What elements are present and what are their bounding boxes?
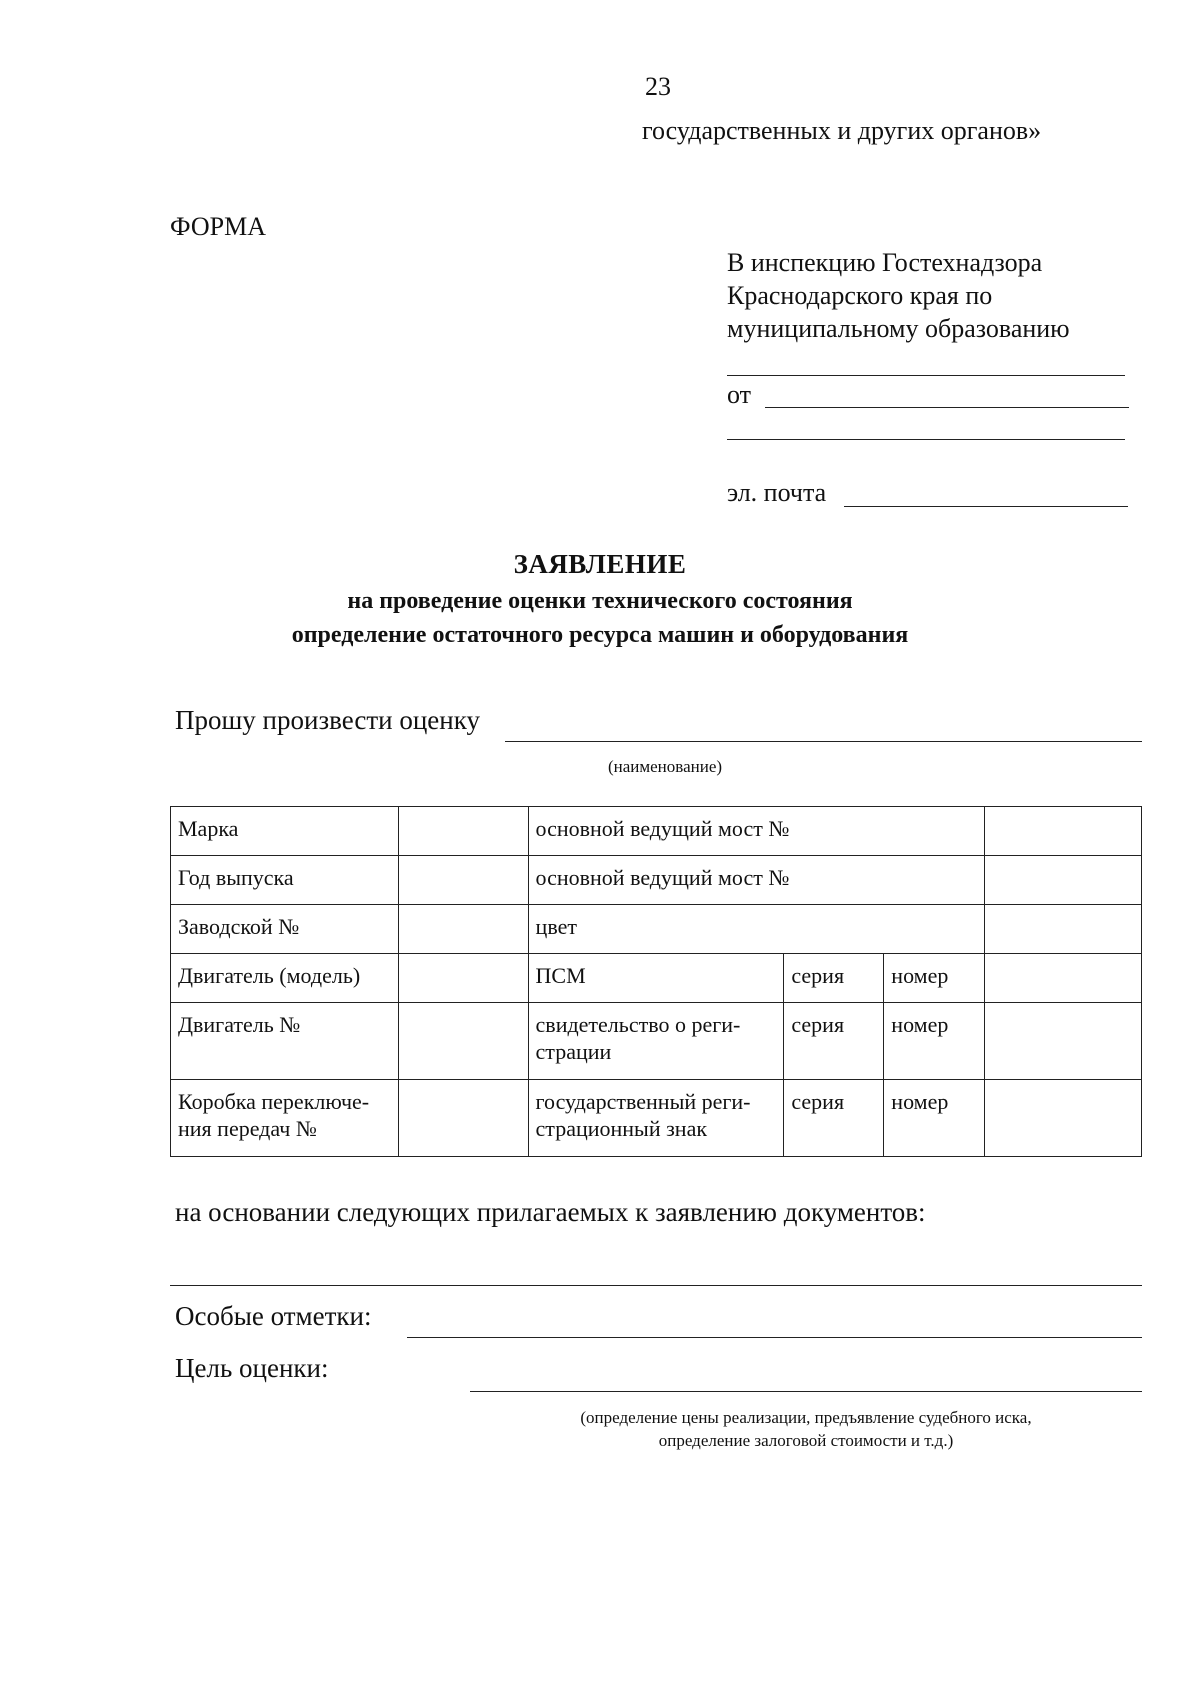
year-value-cell[interactable] (398, 856, 528, 905)
purpose-caption-line-2: определение залоговой стоимости и т.д.) (658, 1431, 954, 1450)
axle-2-label: основной ведущий мост № (528, 856, 985, 905)
reg-certificate-number-label: номер (884, 1003, 985, 1080)
reg-certificate-number-value-cell[interactable] (985, 1003, 1142, 1080)
table-row (171, 1080, 1142, 1157)
email-label: эл. почта (727, 478, 827, 507)
purpose-caption-line-1: (определение цены реализации, предъявление судебного иска, (580, 1408, 1032, 1427)
psm-series-label: серия (784, 954, 884, 1003)
table-row (171, 954, 1142, 1003)
psm-label: ПСМ (528, 954, 784, 1003)
axle-1-value-cell[interactable] (985, 807, 1142, 856)
engine-no-label: Двигатель № (171, 1003, 399, 1080)
brand-label: Марка (171, 807, 399, 856)
header-continuation: государственных и других органов» (642, 116, 1042, 145)
table-row (171, 856, 1142, 905)
municipality-fill-line[interactable] (727, 375, 1125, 376)
factory-no-value-cell[interactable] (398, 905, 528, 954)
addressee-line-1: В инспекцию Гостехнадзора (727, 248, 1043, 277)
email-fill-line[interactable] (844, 506, 1128, 507)
table-row (171, 905, 1142, 954)
year-label: Год выпуска (171, 856, 399, 905)
special-notes-fill-line[interactable] (407, 1337, 1142, 1338)
vehicle-data-table (170, 806, 1142, 1157)
engine-model-label: Двигатель (модель) (171, 954, 399, 1003)
engine-model-value-cell[interactable] (398, 954, 528, 1003)
gearbox-no-label: Коробка переключе-ния передач № (171, 1080, 399, 1157)
purpose-label: Цель оценки: (175, 1353, 329, 1383)
table-row (171, 807, 1142, 856)
reg-certificate-series-label: серия (784, 1003, 884, 1080)
documents-fill-line[interactable] (170, 1285, 1142, 1286)
table-row (171, 1003, 1142, 1080)
request-name-fill-line[interactable] (505, 741, 1142, 742)
addressee-line-2: Краснодарского края по (727, 281, 993, 310)
brand-value-cell[interactable] (398, 807, 528, 856)
reg-plate-label: государственный реги-страционный знак (528, 1080, 784, 1157)
gearbox-no-value-cell[interactable] (398, 1080, 528, 1157)
request-caption: (наименование) (607, 757, 723, 776)
axle-2-value-cell[interactable] (985, 856, 1142, 905)
form-label: ФОРМА (170, 212, 266, 241)
documents-label: на основании следующих прилагаемых к заявлению документов: (175, 1197, 926, 1227)
document-subtitle-line-1: на проведение оценки технического состояния (347, 588, 853, 614)
addressee-line-3: муниципальному образованию (727, 314, 1070, 343)
psm-number-label: номер (884, 954, 985, 1003)
from-fill-line-2[interactable] (727, 439, 1125, 440)
document-title: ЗАЯВЛЕНИЕ (513, 549, 687, 579)
color-label: цвет (528, 905, 985, 954)
reg-plate-number-label: номер (884, 1080, 985, 1157)
axle-1-label: основной ведущий мост № (528, 807, 985, 856)
engine-no-value-cell[interactable] (398, 1003, 528, 1080)
purpose-fill-line[interactable] (470, 1391, 1142, 1392)
psm-number-value-cell[interactable] (985, 954, 1142, 1003)
from-fill-line[interactable] (765, 407, 1129, 408)
reg-plate-number-value-cell[interactable] (985, 1080, 1142, 1157)
from-label: от (727, 380, 752, 409)
request-label: Прошу произвести оценку (175, 705, 480, 735)
addressee-block (727, 246, 1070, 345)
document-subtitle-line-2: определение остаточного ресурса машин и оборудования (291, 622, 909, 648)
color-value-cell[interactable] (985, 905, 1142, 954)
reg-plate-series-label: серия (784, 1080, 884, 1157)
reg-certificate-label: свидетельство о реги-страции (528, 1003, 784, 1080)
factory-no-label: Заводской № (171, 905, 399, 954)
special-notes-label: Особые отметки: (175, 1301, 372, 1331)
page-number: 23 (645, 72, 671, 101)
